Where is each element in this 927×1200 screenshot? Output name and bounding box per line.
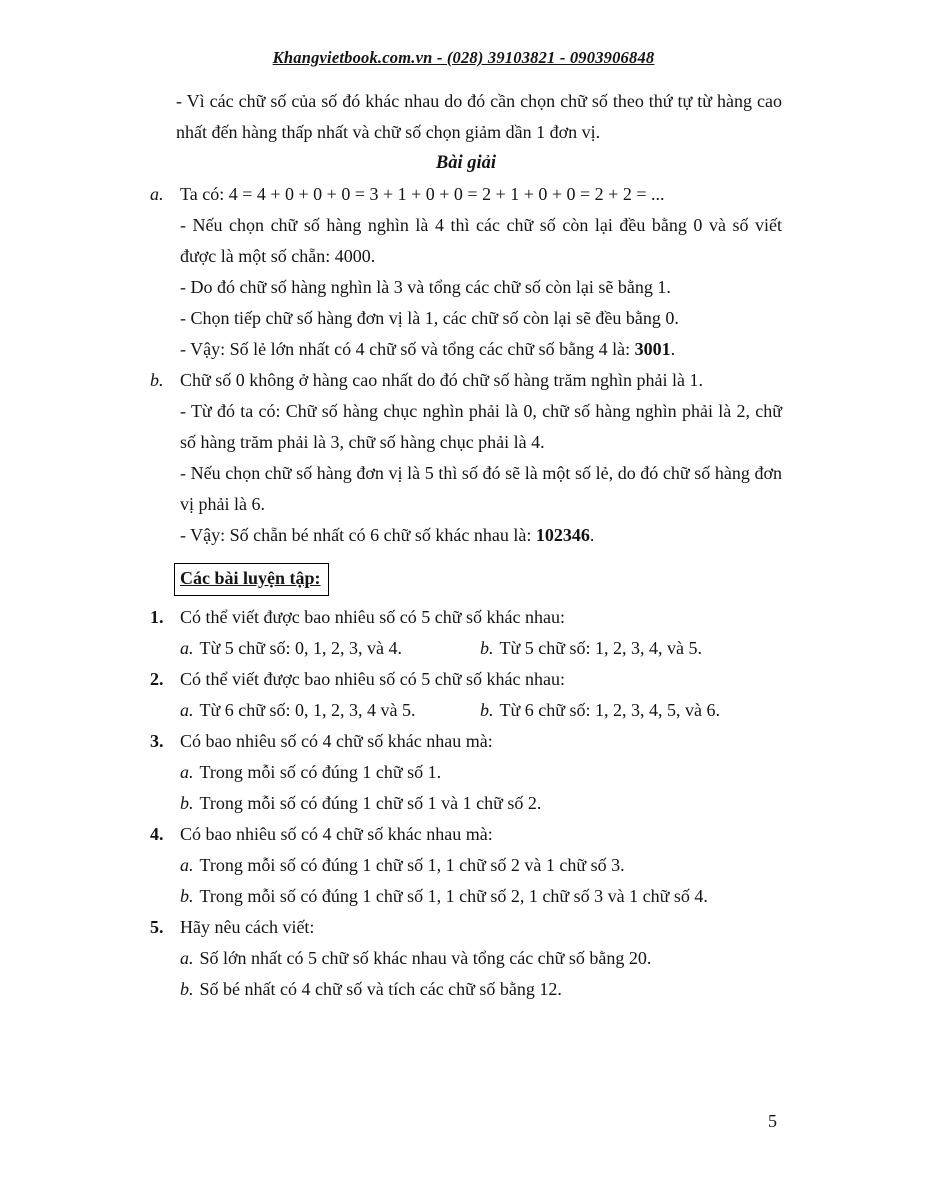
part-b-marker: b. (180, 979, 194, 999)
problem-1-parts (180, 633, 782, 664)
solution-a-conclusion-post: . (670, 339, 676, 359)
problem-2-parts (180, 695, 782, 726)
header-text: Khangvietbook.com.vn - (028) 39103821 - 0903906848 (272, 48, 655, 67)
problem-4-part-a (180, 850, 782, 881)
item-b-marker: b. (150, 370, 164, 390)
practice-section-title: Các bài luyện tập: (174, 563, 329, 596)
problem-3-part-b (180, 788, 782, 819)
page-number: 5 (768, 1111, 777, 1131)
part-a-text: Từ 6 chữ số: 0, 1, 2, 3, 4 và 5. (199, 700, 416, 720)
problem-4-part-b (180, 881, 782, 912)
part-b-text: Từ 6 chữ số: 1, 2, 3, 4, 5, và 6. (499, 700, 720, 720)
problem-3 (150, 726, 782, 819)
problem-5-question: Hãy nêu cách viết: (180, 917, 315, 937)
problem-1-question: Có thể viết được bao nhiêu số có 5 chữ số khác nhau: (180, 607, 565, 627)
solution-b-conclusion-pre: - Vậy: Số chẵn bé nhất có 6 chữ số khác nhau là: (180, 525, 536, 545)
solution-b-point-1: - Từ đó ta có: Chữ số hàng chục nghìn phải là 0, chữ số hàng nghìn phải là 2, chữ số hàng trăm phải là 3, chữ số hàng chục phải là 4. (180, 401, 782, 452)
problem-5-body (180, 912, 782, 1005)
part-a-text: Từ 5 chữ số: 0, 1, 2, 3, và 4. (199, 638, 402, 658)
problem-5-parts (180, 943, 782, 1005)
problem-2-part-a (180, 695, 480, 726)
solution-a-answer: 3001 (634, 339, 671, 359)
problem-4 (150, 819, 782, 912)
solution-item-b (150, 365, 782, 551)
solution-a-point-1: - Nếu chọn chữ số hàng nghìn là 4 thì các chữ số còn lại đều bằng 0 và số viết được là một số chẵn: 4000. (180, 215, 782, 266)
solution-heading: Bài giải (435, 153, 497, 173)
solution-b-answer: 102346 (535, 525, 590, 545)
problem-5-part-b (180, 974, 782, 1005)
solution-a-point-2: - Do đó chữ số hàng nghìn là 3 và tổng các chữ số còn lại sẽ bằng 1. (180, 277, 671, 297)
solution-item-a-body (180, 179, 782, 365)
problem-2-part-b (480, 695, 720, 726)
part-b-marker: b. (480, 638, 494, 658)
problem-5-part-a (180, 943, 782, 974)
part-a-marker: a. (180, 700, 194, 720)
solution-a-point-3: - Chọn tiếp chữ số hàng đơn vị là 1, các chữ số còn lại sẽ đều bằng 0. (180, 308, 679, 328)
problem-5-number: 5. (150, 917, 164, 937)
problem-4-question: Có bao nhiêu số có 4 chữ số khác nhau mà: (180, 824, 493, 844)
intro-paragraph: - Vì các chữ số của số đó khác nhau do đó cần chọn chữ số theo thứ tự từ hàng cao nhất đến hàng thấp nhất và chữ số chọn giảm dần 1 đơn vị. (176, 91, 782, 142)
problem-1-part-a (180, 633, 480, 664)
problem-1-body (180, 602, 782, 664)
part-b-text: Số bé nhất có 4 chữ số và tích các chữ số bằng 12. (199, 979, 562, 999)
problem-1-number: 1. (150, 607, 164, 627)
part-b-marker: b. (180, 793, 194, 813)
solution-b-conclusion-post: . (589, 525, 595, 545)
part-b-text: Trong mỗi số có đúng 1 chữ số 1 và 1 chữ số 2. (199, 793, 542, 813)
problem-1 (150, 602, 782, 664)
problem-3-part-a (180, 757, 782, 788)
problem-5 (150, 912, 782, 1005)
practice-title-wrap (174, 563, 782, 596)
solution-a-conclusion (180, 334, 782, 365)
solution-b-conclusion (180, 520, 782, 551)
page-header (0, 42, 927, 73)
solution-a-conclusion-pre: - Vậy: Số lẻ lớn nhất có 4 chữ số và tổng các chữ số bằng 4 là: (180, 339, 635, 359)
problem-3-parts (180, 757, 782, 819)
problem-2-question: Có thể viết được bao nhiêu số có 5 chữ số khác nhau: (180, 669, 565, 689)
page-content (150, 86, 782, 1005)
part-a-marker: a. (180, 762, 194, 782)
solution-item-b-body (180, 365, 782, 551)
part-b-marker: b. (480, 700, 494, 720)
solution-b-lead: Chữ số 0 không ở hàng cao nhất do đó chữ số hàng trăm nghìn phải là 1. (180, 370, 703, 390)
part-a-text: Trong mỗi số có đúng 1 chữ số 1. (199, 762, 442, 782)
item-a-marker: a. (150, 184, 164, 204)
problem-2 (150, 664, 782, 726)
problem-4-number: 4. (150, 824, 164, 844)
problem-2-number: 2. (150, 669, 164, 689)
part-a-marker: a. (180, 948, 194, 968)
problem-3-question: Có bao nhiêu số có 4 chữ số khác nhau mà: (180, 731, 493, 751)
part-a-marker: a. (180, 638, 194, 658)
part-a-marker: a. (180, 855, 194, 875)
solution-a-lead: Ta có: 4 = 4 + 0 + 0 + 0 = 3 + 1 + 0 + 0 = 2 + 1 + 0 + 0 = 2 + 2 = ... (180, 184, 665, 204)
part-b-marker: b. (180, 886, 194, 906)
part-b-text: Từ 5 chữ số: 1, 2, 3, 4, và 5. (499, 638, 702, 658)
problem-1-part-b (480, 633, 702, 664)
part-a-text: Số lớn nhất có 5 chữ số khác nhau và tổng các chữ số bằng 20. (199, 948, 652, 968)
problem-3-body (180, 726, 782, 819)
solution-item-a (150, 179, 782, 365)
problem-4-parts (180, 850, 782, 912)
problem-4-body (180, 819, 782, 912)
part-a-text: Trong mỗi số có đúng 1 chữ số 1, 1 chữ số 2 và 1 chữ số 3. (199, 855, 625, 875)
problem-3-number: 3. (150, 731, 164, 751)
problem-2-body (180, 664, 782, 726)
part-b-text: Trong mỗi số có đúng 1 chữ số 1, 1 chữ số 2, 1 chữ số 3 và 1 chữ số 4. (199, 886, 708, 906)
solution-b-point-2: - Nếu chọn chữ số hàng đơn vị là 5 thì số đó sẽ là một số lẻ, do đó chữ số hàng đơn vị phải là 6. (180, 463, 782, 514)
